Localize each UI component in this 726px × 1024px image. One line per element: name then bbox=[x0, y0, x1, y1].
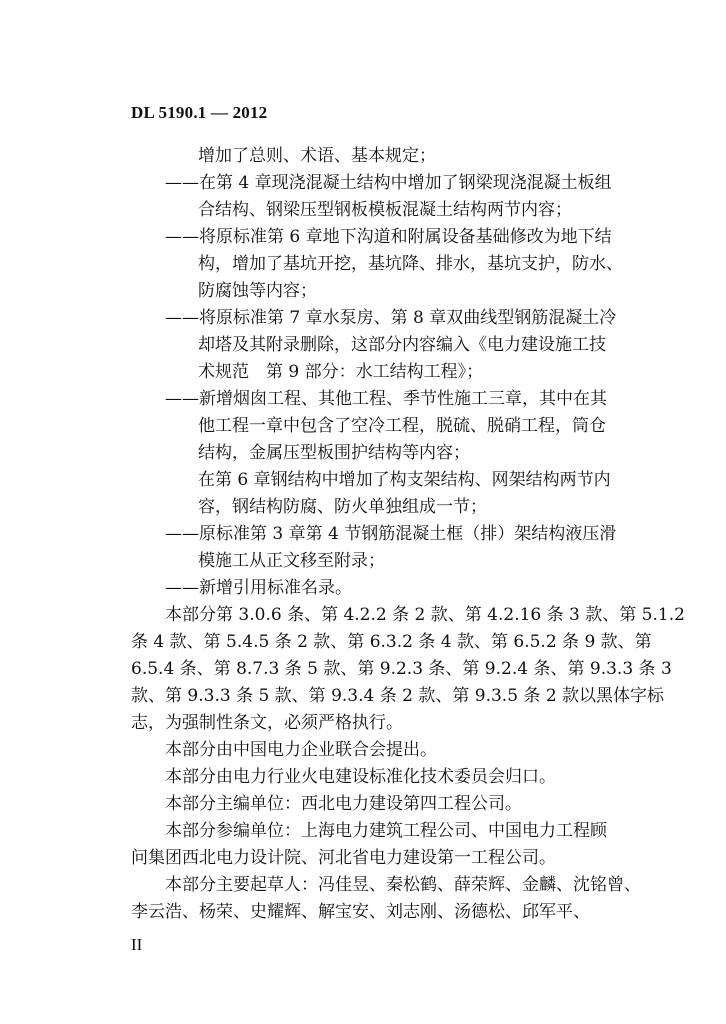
text-line: 条 4 款、第 5.4.5 条 2 款、第 6.3.2 条 4 款、第 6.5.2 条 9 款、第 bbox=[131, 632, 652, 652]
text-line: 6.5.4 条、第 8.7.3 条 5 款、第 9.2.3 条、第 9.2.4 条、第 9.3.3 条 3 bbox=[131, 659, 672, 679]
text-line: 本部分主要起草人：冯佳昱、秦松鹤、薛荣辉、金麟、沈铭曾、 bbox=[165, 875, 641, 895]
text-line: 志，为强制性条文，必须严格执行。 bbox=[131, 713, 403, 733]
text-line: 结构，金属压型板围护结构等内容； bbox=[198, 443, 470, 463]
text-line: 问集团西北电力设计院、河北省电力建设第一工程公司。 bbox=[131, 848, 556, 868]
text-line: 本部分参编单位：上海电力建筑工程公司、中国电力工程顾 bbox=[165, 821, 607, 841]
text-line: 李云浩、杨荣、史耀辉、解宝安、刘志刚、汤德松、邱军平、 bbox=[131, 902, 590, 922]
text-line: 本部分第 3.0.6 条、第 4.2.2 条 2 款、第 4.2.16 条 3 款、第 5.1.2 bbox=[165, 605, 685, 625]
text-line: ——新增烟囱工程、其他工程、季节性施工三章，其中在其 bbox=[165, 389, 607, 409]
text-line: ——将原标准第 7 章水泵房、第 8 章双曲线型钢筋混凝土冷 bbox=[165, 308, 617, 328]
text-line: 本部分主编单位：西北电力建设第四工程公司。 bbox=[165, 794, 522, 814]
text-line: 构，增加了基坑开挖，基坑降、排水，基坑支护，防水、 bbox=[198, 254, 623, 274]
text-line: 却塔及其附录删除，这部分内容编入《电力建设施工技 bbox=[198, 335, 606, 355]
text-line: 模施工从正文移至附录； bbox=[198, 551, 385, 571]
text-line: 术规范 第 9 部分：水工结构工程》； bbox=[198, 362, 484, 382]
text-line: 防腐蚀等内容； bbox=[198, 281, 317, 301]
text-line: 他工程一章中包含了空冷工程，脱硫、脱硝工程，筒仓 bbox=[198, 416, 606, 436]
text-line: 本部分由电力行业火电建设标准化技术委员会归口。 bbox=[165, 767, 556, 787]
text-line: 本部分由中国电力企业联合会提出。 bbox=[165, 740, 437, 760]
text-line: 在第 6 章钢结构中增加了构支架结构、网架结构两节内 bbox=[198, 470, 611, 490]
text-line: ——将原标准第 6 章地下沟道和附属设备基础修改为地下结 bbox=[165, 227, 612, 247]
text-line: 容，钢结构防腐、防火单独组成一节； bbox=[198, 497, 487, 517]
text-line: ——原标准第 3 章第 4 节钢筋混凝土框（排）架结构液压滑 bbox=[165, 524, 617, 544]
text-line: 款、第 9.3.3 条 5 款、第 9.3.4 条 2 款、第 9.3.5 条 2 款以黑体字标 bbox=[131, 686, 665, 706]
text-line: ——在第 4 章现浇混凝土结构中增加了钢梁现浇混凝土板组 bbox=[165, 173, 612, 193]
page-number: II bbox=[131, 935, 143, 954]
text-line: ——新增引用标准名录。 bbox=[165, 578, 352, 598]
text-line: 合结构、钢梁压型钢板模板混凝土结构两节内容； bbox=[198, 200, 572, 220]
text-line: 增加了总则、术语、基本规定； bbox=[198, 146, 436, 166]
document-code: DL 5190.1 — 2012 bbox=[131, 103, 268, 122]
